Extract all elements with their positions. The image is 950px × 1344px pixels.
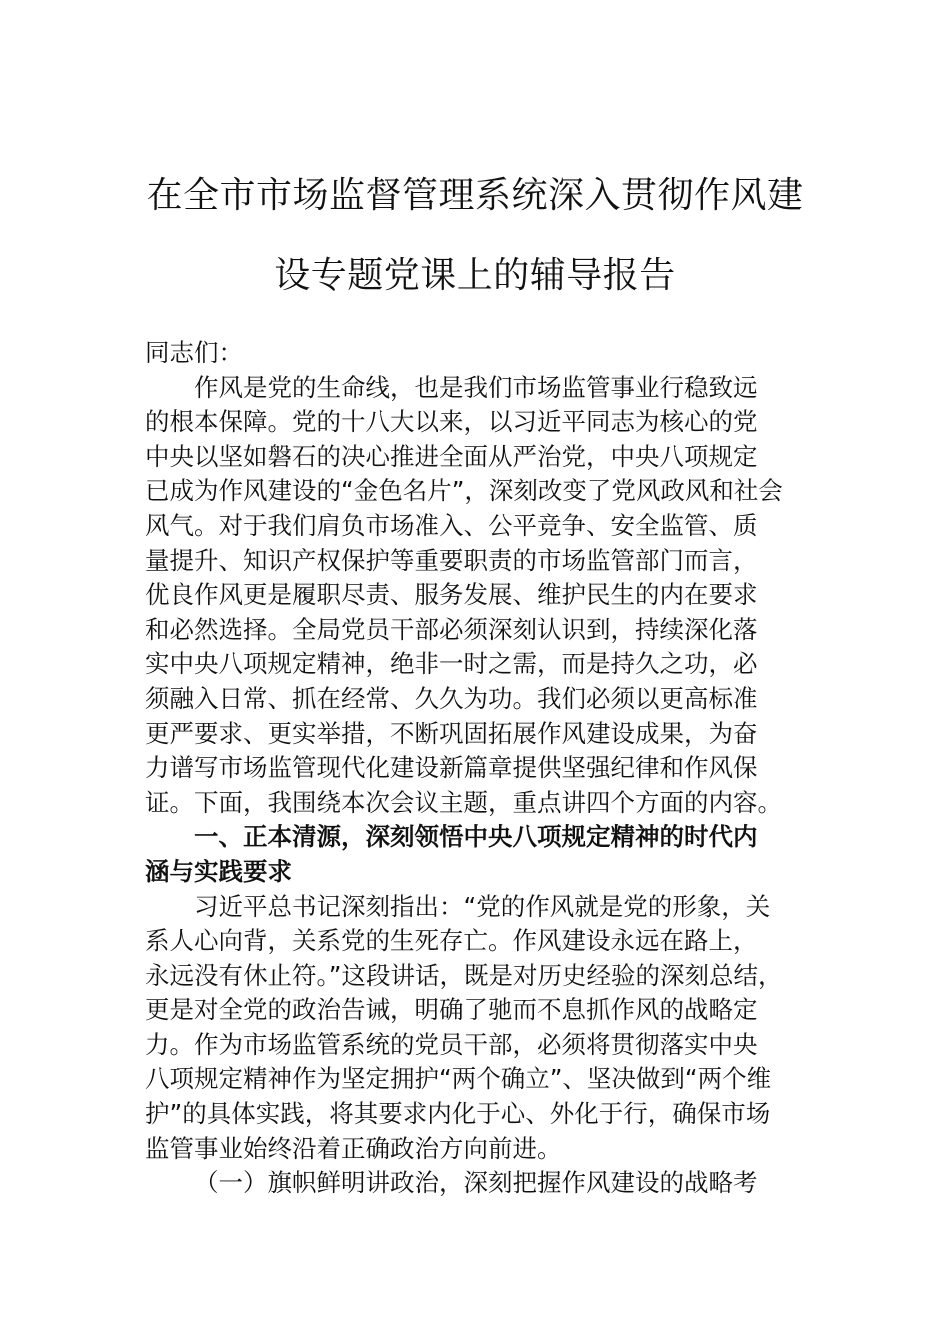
paragraph-line: 力谱写市场监管现代化建设新篇章提供坚强纪律和作风保: [145, 753, 758, 783]
section-heading-line: 一、正本清源，深刻领悟中央八项规定精神的时代内: [194, 822, 758, 852]
title-line-2: 设专题党课上的辅导报告: [274, 255, 676, 296]
paragraph-line: 护”的具体实践，将其要求内化于心、外化于行，确保市场: [145, 1099, 771, 1129]
paragraph-line: 实中央八项规定精神，绝非一时之需，而是持久之功，必: [145, 649, 758, 679]
paragraph-line: 更是对全党的政治告诫，明确了驰而不息抓作风的战略定: [145, 995, 758, 1025]
document-body: [145, 336, 815, 1201]
paragraph-line: 同志们：: [145, 338, 243, 367]
paragraph-line: 习近平总书记深刻指出：“党的作风就是党的形象，关: [194, 891, 771, 921]
document-title: [145, 156, 805, 316]
paragraph-line: 的根本保障。党的十八大以来，以习近平同志为核心的党: [145, 407, 758, 437]
paragraph-line: 优良作风更是履职尽责、服务发展、维护民生的内在要求: [145, 580, 758, 610]
paragraph-line: 永远没有休止符。”这段讲话，既是对历史经验的深刻总结，: [145, 960, 783, 990]
paragraph-line: 作风是党的生命线，也是我们市场监管事业行稳致远: [194, 372, 758, 402]
paragraph-line: 须融入日常、抓在经常、久久为功。我们必须以更高标准: [145, 683, 758, 713]
section-heading-line: 涵与实践要求: [145, 856, 292, 886]
paragraph-line: 更严要求、更实举措，不断巩固拓展作风建设成果，为奋: [145, 718, 758, 748]
paragraph-line: 监管事业始终沿着正确政治方向前进。: [145, 1133, 562, 1163]
paragraph-line: 和必然选择。全局党员干部必须深刻认识到，持续深化落: [145, 614, 758, 644]
paragraph-line: 中央以坚如磐石的决心推进全面从严治党，中央八项规定: [145, 441, 758, 471]
paragraph-line: 已成为作风建设的“金色名片”，深刻改变了党风政风和社会: [145, 476, 783, 506]
paragraph-line: 八项规定精神作为坚定拥护“两个确立”、坚决做到“两个维: [145, 1064, 772, 1094]
paragraph-line: 系人心向背，关系党的生死存亡。作风建设永远在路上，: [145, 926, 758, 956]
paragraph-line: 量提升、知识产权保护等重要职责的市场监管部门而言，: [145, 545, 758, 575]
paragraph-line: 力。作为市场监管系统的党员干部，必须将贯彻落实中央: [145, 1029, 758, 1059]
title-line-1: 在全市市场监督管理系统深入贯彻作风建: [146, 175, 804, 216]
paragraph-line: 证。下面，我围绕本次会议主题，重点讲四个方面的内容。: [145, 787, 782, 817]
paragraph-line: （一）旗帜鲜明讲政治，深刻把握作风建设的战略考: [194, 1168, 758, 1198]
paragraph-line: 风气。对于我们肩负市场准入、公平竞争、安全监管、质: [145, 510, 758, 540]
